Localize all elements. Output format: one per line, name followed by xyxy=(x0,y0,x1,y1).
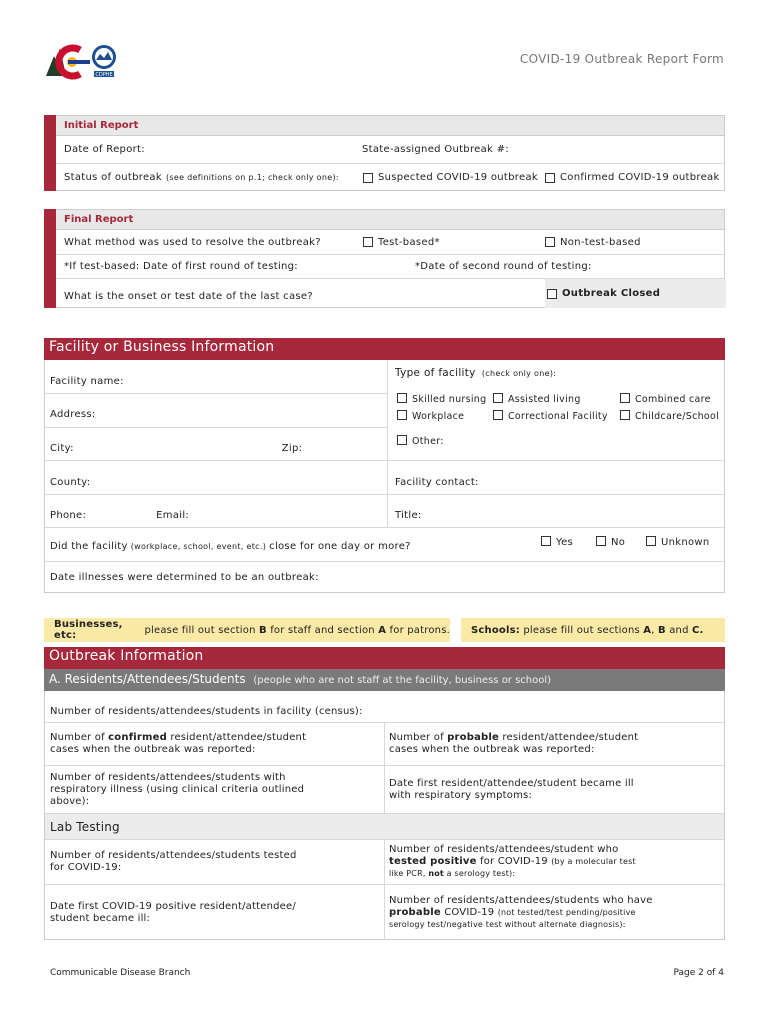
test-based-option[interactable] xyxy=(363,230,440,254)
probable-covid-note: serology test/negative test without alternate diagnosis): xyxy=(389,919,626,929)
schools-note-section-a: A xyxy=(643,624,652,636)
probable-covid-text: COVID-19 xyxy=(440,906,498,918)
probable-covid-text: Number of residents/attendees/students who have xyxy=(389,894,653,906)
probable-cases-cell[interactable] xyxy=(384,723,724,766)
test-based-checkbox[interactable] xyxy=(363,237,373,247)
tested-positive-cell[interactable] xyxy=(384,840,724,885)
businesses-note xyxy=(44,618,450,642)
correctional-checkbox[interactable] xyxy=(493,410,503,420)
city-zip-row[interactable] xyxy=(45,428,387,461)
title-label: Title: xyxy=(395,509,422,521)
closed-unknown-checkbox[interactable] xyxy=(646,536,656,546)
positive-note: like PCR, xyxy=(389,869,429,878)
outbreak-closed-option[interactable] xyxy=(545,279,726,308)
non-test-based-option[interactable] xyxy=(545,230,641,254)
probable-covid-bold: probable xyxy=(389,906,441,918)
facility-type-label: Type of facility xyxy=(395,367,476,379)
final-report-row-1 xyxy=(56,230,724,255)
facility-type-note: (check only one): xyxy=(481,369,557,378)
schools-note-text: please fill out sections xyxy=(519,624,644,636)
status-label: Status of outbreak xyxy=(64,172,162,183)
form-title: COVID-19 Outbreak Report Form xyxy=(519,52,724,66)
initial-report-row-1 xyxy=(56,136,724,164)
confirmed-option[interactable] xyxy=(545,164,720,191)
facility-section-heading: Facility or Business Information xyxy=(44,338,725,360)
closed-question-note: (workplace, school, event, etc.) xyxy=(130,542,267,551)
cdphe-logo xyxy=(46,42,120,80)
businesses-note-text: for patrons. xyxy=(386,624,450,636)
footer-branch: Communicable Disease Branch xyxy=(50,968,191,978)
combined-care-checkbox[interactable] xyxy=(620,393,630,403)
initial-report-section xyxy=(44,115,725,191)
closed-question-end: close for one day or more? xyxy=(269,541,411,552)
test-based-label: Test-based* xyxy=(378,236,440,248)
confirmed-checkbox[interactable] xyxy=(545,173,555,183)
positive-not: not xyxy=(428,869,444,878)
businesses-note-bold: Businesses, etc: xyxy=(54,619,123,641)
type-workplace[interactable] xyxy=(397,410,464,422)
non-test-based-label: Non-test-based xyxy=(560,236,641,248)
schools-note-text: , xyxy=(651,624,659,636)
final-report-section xyxy=(44,209,725,308)
facility-contact-label: Facility contact: xyxy=(395,477,479,488)
first-ill-text: Date first resident/attendee/student became ill xyxy=(389,777,634,789)
title-row[interactable] xyxy=(387,495,724,528)
first-positive-cell[interactable] xyxy=(45,885,384,940)
probable-covid-cell[interactable] xyxy=(384,885,724,940)
facility-name-label: Facility name: xyxy=(50,376,124,387)
email-label: Email: xyxy=(156,509,190,521)
date-determined-label: Date illnesses were determined to be an outbreak: xyxy=(50,572,319,583)
address-row[interactable] xyxy=(45,394,387,428)
probable-text: Number of xyxy=(389,732,448,743)
section-a-title: A. Residents/Attendees/Students xyxy=(49,672,246,686)
closed-unknown-option[interactable] xyxy=(646,536,710,548)
section-a-note: (people who are not staff at the facility, business or school) xyxy=(253,675,552,686)
businesses-note-section-b: B xyxy=(259,624,267,636)
closed-yes-option[interactable] xyxy=(541,536,573,548)
type-other[interactable] xyxy=(397,435,444,447)
assisted-living-checkbox[interactable] xyxy=(493,393,503,403)
phone-label: Phone: xyxy=(50,509,87,521)
respiratory-text: above): xyxy=(50,795,90,807)
closed-yes-checkbox[interactable] xyxy=(541,536,551,546)
closed-yes-label: Yes xyxy=(556,537,574,548)
county-label: County: xyxy=(50,477,91,488)
schools-note-section-b: B xyxy=(658,624,666,636)
census-label: Number of residents/attendees/students in facility (census): xyxy=(50,705,363,717)
schools-note-text: and xyxy=(665,624,693,636)
outbreak-closed-label: Outbreak Closed xyxy=(562,288,661,299)
assisted-living-label: Assisted living xyxy=(508,394,581,405)
correctional-label: Correctional Facility xyxy=(508,411,608,422)
final-report-heading: Final Report xyxy=(56,210,724,230)
probable-covid-note: (not tested/test pending/positive xyxy=(497,907,636,917)
outbreak-number-label: State-assigned Outbreak #: xyxy=(362,144,509,155)
schools-note-section-c: C. xyxy=(692,624,704,636)
skilled-nursing-checkbox[interactable] xyxy=(397,393,407,403)
first-round-label: *If test-based: Date of first round of testing: xyxy=(64,261,298,272)
svg-text:CDPHE: CDPHE xyxy=(95,72,113,78)
childcare-checkbox[interactable] xyxy=(620,410,630,420)
closed-unknown-label: Unknown xyxy=(661,537,710,548)
respiratory-illness-cell[interactable] xyxy=(45,766,384,814)
type-correctional[interactable] xyxy=(493,410,608,422)
type-skilled-nursing[interactable] xyxy=(397,393,486,405)
other-checkbox[interactable] xyxy=(397,435,407,445)
section-accent-bar xyxy=(44,115,56,191)
lab-testing-title: Lab Testing xyxy=(50,819,120,834)
date-determined-row[interactable] xyxy=(45,562,724,593)
respiratory-text: Number of residents/attendees/students with xyxy=(50,771,286,783)
status-note: (see definitions on p.1; check only one): xyxy=(165,173,339,182)
zip-label: Zip: xyxy=(281,442,303,454)
suspected-checkbox[interactable] xyxy=(363,173,373,183)
facility-closed-row xyxy=(45,528,724,562)
confirmed-label: Confirmed COVID-19 outbreak xyxy=(560,172,720,183)
phone-email-row[interactable] xyxy=(45,495,387,528)
facility-contact-row[interactable] xyxy=(387,461,724,495)
respiratory-text: respiratory illness (using clinical criteria outlined xyxy=(50,783,305,795)
closed-question-label: Did the facility xyxy=(50,541,128,552)
second-round-label: *Date of second round of testing: xyxy=(415,261,592,272)
final-report-row-3 xyxy=(56,279,724,308)
positive-note: a serology test): xyxy=(443,869,516,878)
last-case-label: What is the onset or test date of the last case? xyxy=(64,291,313,302)
probable-bold: probable xyxy=(447,732,500,743)
date-of-report-label: Date of Report: xyxy=(64,144,145,155)
suspected-label: Suspected COVID-19 outbreak xyxy=(378,172,538,183)
probable-text: resident/attendee/student xyxy=(499,732,639,743)
closed-no-option[interactable] xyxy=(596,536,625,548)
other-label: Other: xyxy=(412,436,444,447)
positive-text: Number of residents/attendees/student who xyxy=(389,844,619,855)
section-accent-bar xyxy=(44,209,56,308)
positive-bold: tested positive xyxy=(389,856,477,867)
type-childcare[interactable] xyxy=(620,410,719,422)
footer-page-number: Page 2 of 4 xyxy=(673,968,724,978)
tested-text: Number of residents/attendees/students tested xyxy=(50,850,297,861)
skilled-nursing-label: Skilled nursing xyxy=(412,394,487,405)
businesses-note-text: for staff and section xyxy=(266,624,379,636)
county-row[interactable] xyxy=(45,461,387,495)
non-test-based-checkbox[interactable] xyxy=(545,237,555,247)
section-a-heading xyxy=(44,669,725,691)
schools-note xyxy=(461,618,725,642)
outbreak-grid xyxy=(44,691,725,940)
confirmed-text: resident/attendee/student xyxy=(166,732,307,743)
type-combined-care[interactable] xyxy=(620,393,711,405)
businesses-note-section-a: A xyxy=(378,624,387,636)
businesses-note-text: please fill out section xyxy=(141,624,259,636)
initial-report-row-2 xyxy=(56,164,724,191)
combined-care-label: Combined care xyxy=(635,394,711,405)
outbreak-closed-checkbox[interactable] xyxy=(547,289,557,299)
first-positive-text: student became ill: xyxy=(50,912,151,924)
initial-report-heading: Initial Report xyxy=(56,116,724,136)
workplace-checkbox[interactable] xyxy=(397,410,407,420)
outbreak-section-heading: Outbreak Information xyxy=(44,647,725,669)
workplace-label: Workplace xyxy=(412,411,465,422)
positive-note: (by a molecular test xyxy=(551,857,636,866)
childcare-label: Childcare/School xyxy=(635,411,720,422)
confirmed-text: cases when the outbreak was reported: xyxy=(50,744,256,755)
city-label: City: xyxy=(50,442,74,454)
confirmed-cases-cell[interactable] xyxy=(45,723,384,766)
tested-cell[interactable] xyxy=(45,840,384,885)
closed-no-checkbox[interactable] xyxy=(596,536,606,546)
suspected-option[interactable] xyxy=(363,164,538,191)
closed-no-label: No xyxy=(611,537,626,548)
confirmed-bold: confirmed xyxy=(108,732,167,743)
type-assisted-living[interactable] xyxy=(493,393,581,405)
method-label: What method was used to resolve the outbreak? xyxy=(64,236,321,248)
lab-testing-heading xyxy=(45,814,724,840)
census-row[interactable] xyxy=(45,691,724,723)
first-ill-cell[interactable] xyxy=(384,766,724,814)
facility-section xyxy=(44,360,725,593)
confirmed-text: Number of xyxy=(50,732,109,743)
facility-name-row[interactable] xyxy=(45,360,387,394)
first-positive-text: Date first COVID-19 positive resident/attendee/ xyxy=(50,900,296,912)
probable-text: cases when the outbreak was reported: xyxy=(389,744,595,755)
schools-note-bold: Schools: xyxy=(471,624,520,636)
facility-type-block xyxy=(387,360,724,461)
final-report-row-2 xyxy=(56,255,724,279)
first-ill-text: with respiratory symptoms: xyxy=(389,789,533,801)
address-label: Address: xyxy=(50,409,96,420)
tested-text: for COVID-19: xyxy=(50,862,122,873)
positive-text: for COVID-19 xyxy=(476,856,552,867)
